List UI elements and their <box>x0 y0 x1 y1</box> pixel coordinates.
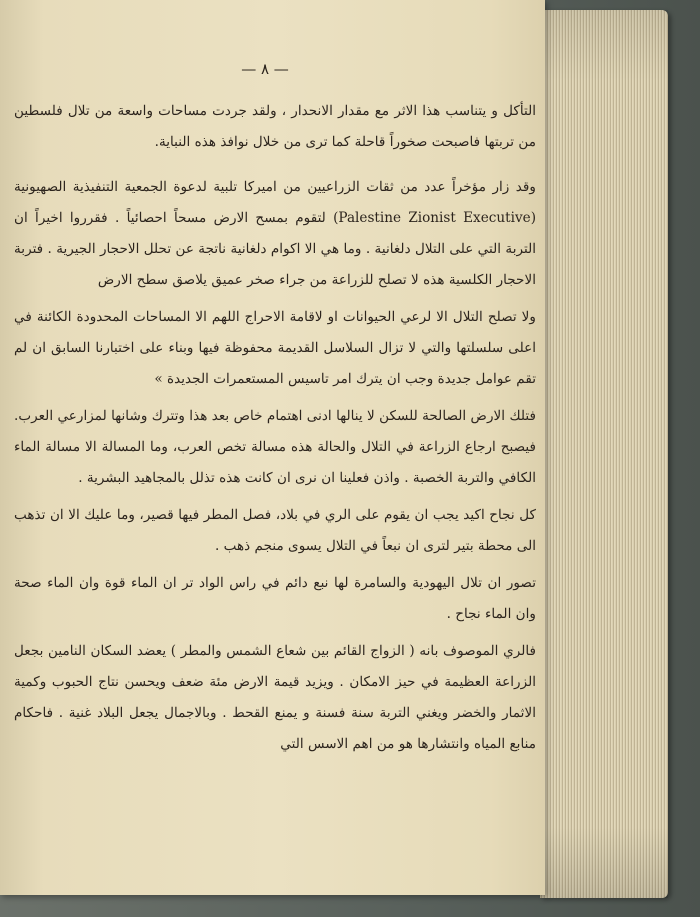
page-number: — ٨ — <box>241 60 289 78</box>
page-edges <box>540 10 668 898</box>
paragraph-4: فتلك الارض الصالحة للسكن لا ينالها ادنى اهتمام خاص بعد هذا وتترك وشانها لمزارعي العرب. فيصبح ارجاع الزراعة في التلال والحالة هذه مسالة تخص العرب، وما المسالة الا مسالة الماء الكافي والتربة الخصبة . واذن فعلينا ان نرى ان كانت هذه تذلل بالمجاهيد البشرية . <box>14 408 536 486</box>
body-text <box>14 96 536 886</box>
paragraph-6: تصور ان تلال اليهودية والسامرة لها نبع دائم في راس الواد تر ان الماء قوة وان الماء صحة وان الماء نجاح . <box>14 575 536 622</box>
paragraph-2: وقد زار مؤخراً عدد من ثقات الزراعيين من اميركا تلبية لدعوة الجمعية التنفيذية الصهيونية (Palestine Zionist Executive) لتقوم بمسح الارض مسحاً احصائياً . فقرروا اخيراً ان التربة التي على التلال دلغانية . وما هي الا اكوام دلغانية ناتجة عن تحلل الاحجار الجيرية . فتربة الاحجار الكلسية هذه لا تصلح للزراعة من جراء صخر عميق يلاصق سطح الارض <box>14 179 536 288</box>
paragraph-5: كل نجاح اكيد يجب ان يقوم على الري في بلاد، فصل المطر فيها قصير، وما عليك الا ان تذهب الى محطة بتير لترى ان نبعاً في التلال يسوى منجم ذهب . <box>14 507 536 554</box>
paragraph-1: التأكل و يتناسب هذا الاثر مع مقدار الانحدار ، ولقد جردت مساحات واسعة من تلال فلسطين من تربتها فاصبحت صخوراً قاحلة كما ترى من خلال نوافذ هذه النباية. <box>14 103 536 150</box>
paragraph-3: ولا تصلح التلال الا لرعي الحيوانات او لاقامة الاحراج اللهم الا المساحات المحدودة الكائنة في اعلى سلسلتها والتي لا تزال السلاسل القديمة محفوظة فيها وبناء على اختبارنا السابق ان لم تقم عوامل جديدة وجب ان يترك امر تاسيس المستعمرات الجديدة » <box>14 309 536 387</box>
paragraph-7: فالري الموصوف بانه ( الزواج القائم بين شعاع الشمس والمطر ) يعضد السكان النامين بجعل الزراعة العظيمة في حيز الامكان . ويزيد قيمة الارض مئة ضعف ويحسن نتاج الحبوب وكمية الاثمار والخضر ويغني التربة سنة فسنة و يمنع القحط . وبالاجمال يجعل البلاد غنية . فاحكام منابع المياه وانتشارها هو من اهم الاسس التي <box>14 643 536 752</box>
